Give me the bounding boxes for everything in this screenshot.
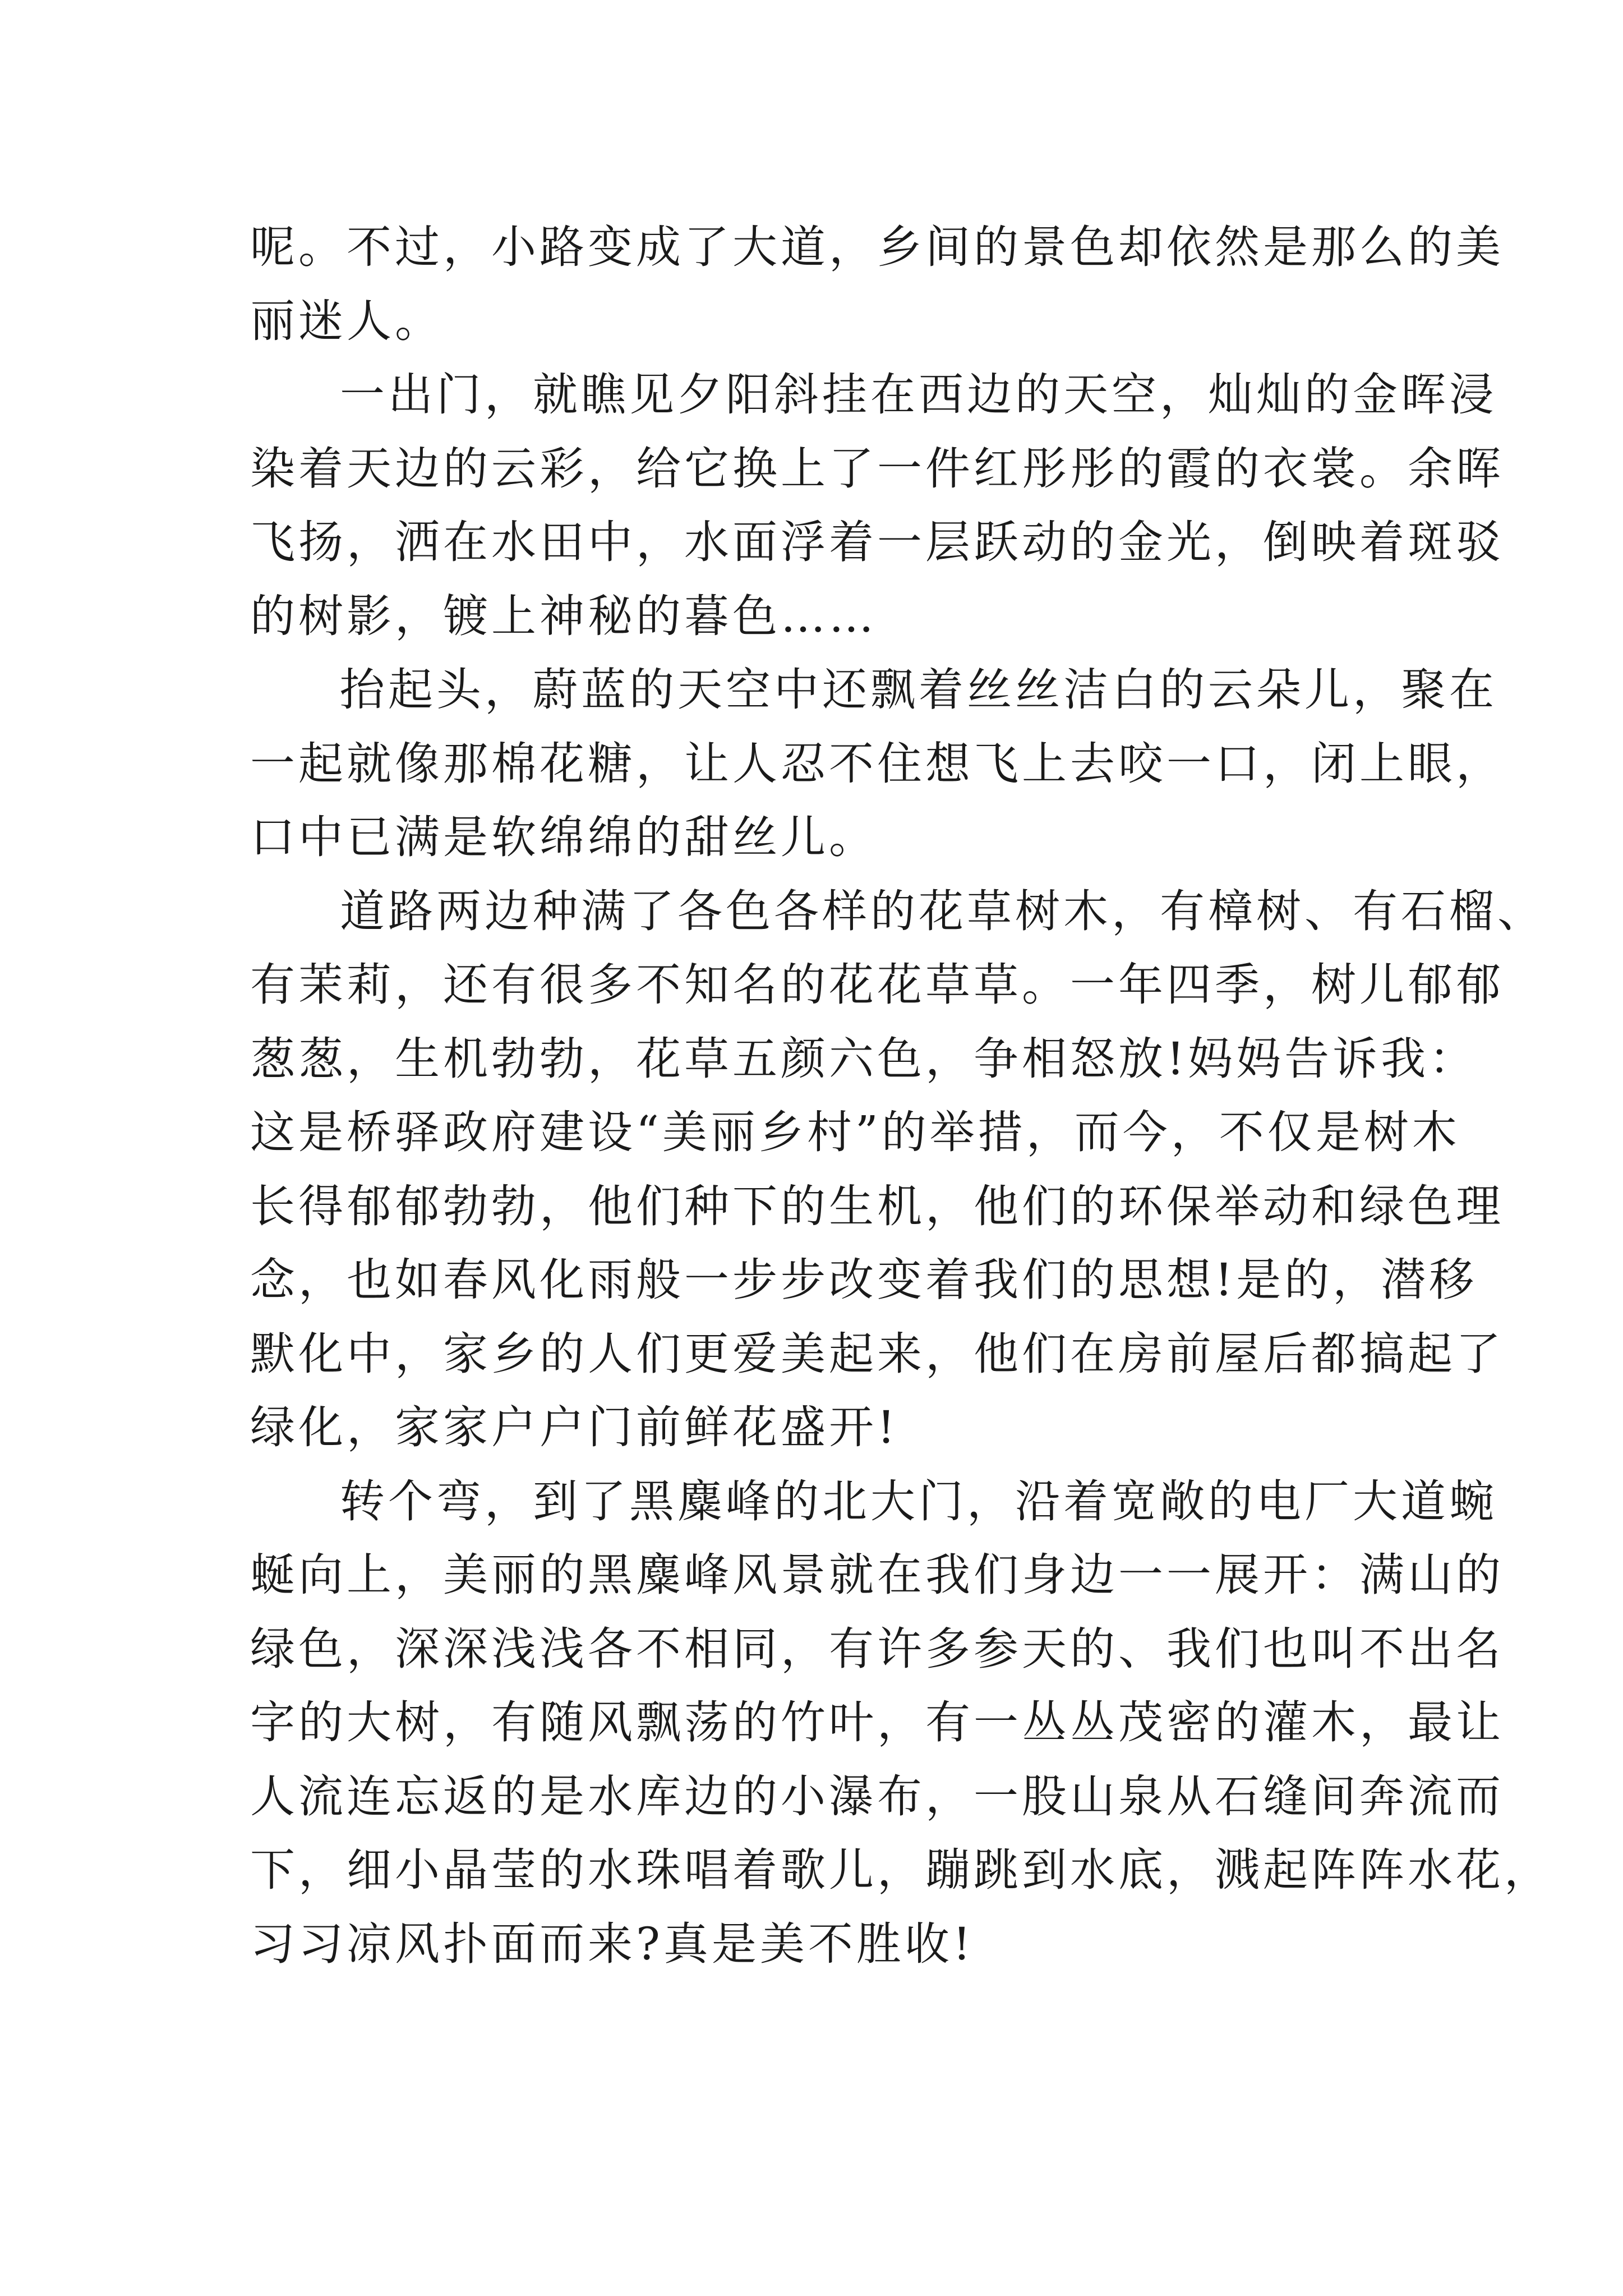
text-line: 念，也如春风化雨般一步步改变着我们的思想!是的，潜移 (250, 1254, 1478, 1306)
paragraph-start-line: 转个弯，到了黑麋峰的北大门，沿着宽敞的电厂大道蜿 (340, 1475, 1497, 1527)
text-line: 有茉莉，还有很多不知名的花花草草。一年四季，树儿郁郁 (250, 959, 1504, 1011)
body-text (250, 210, 1552, 1981)
text-line: 人流连忘返的是水库边的小瀑布，一股山泉从石缝间奔流而 (250, 1770, 1504, 1823)
text-line: 绿化，家家户户门前鲜花盛开! (250, 1401, 899, 1453)
text-line: 这是桥驿政府建设“美丽乡村”的举措，而今，不仅是树木 (250, 1106, 1460, 1158)
text-line: 下，细小晶莹的水珠唱着歌儿，蹦跳到水底，溅起阵阵水花， (250, 1844, 1552, 1896)
paragraph-start-line: 抬起头，蔚蓝的天空中还飘着丝丝洁白的云朵儿，聚在 (340, 664, 1497, 716)
text-line: 蜒向上，美丽的黑麋峰风景就在我们身边一一展开：满山的 (250, 1549, 1504, 1601)
text-line: 丽迷人。 (250, 295, 443, 347)
paragraph-start-line: 道路两边种满了各色各样的花草树木，有樟树、有石榴、 (340, 885, 1546, 937)
text-line: 口中已满是软绵绵的甜丝儿。 (250, 811, 877, 863)
text-line: 字的大树，有随风飘荡的竹叶，有一丛丛茂密的灌木，最让 (250, 1696, 1504, 1749)
text-line: 呢。不过，小路变成了大道，乡间的景色却依然是那么的美 (250, 221, 1504, 273)
text-line: 飞扬，洒在水田中，水面浮着一层跃动的金光，倒映着斑驳 (250, 516, 1504, 568)
paragraph-start-line: 一出门，就瞧见夕阳斜挂在西边的天空，灿灿的金晖浸 (340, 369, 1497, 421)
text-line: 的树影，镀上神秘的暮色…… (250, 590, 877, 642)
text-line: 绿色，深深浅浅各不相同，有许多参天的、我们也叫不出名 (250, 1622, 1504, 1675)
text-line: 一起就像那棉花糖，让人忍不住想飞上去咬一口，闭上眼， (250, 737, 1504, 790)
text-line: 染着天边的云彩，给它换上了一件红彤彤的霞的衣裳。余晖 (250, 442, 1504, 495)
text-line: 习习凉风扑面而来?真是美不胜收! (250, 1917, 975, 1970)
text-line: 默化中，家乡的人们更爱美起来，他们在房前屋后都搞起了 (250, 1327, 1504, 1380)
text-line: 长得郁郁勃勃，他们种下的生机，他们的环保举动和绿色理 (250, 1180, 1504, 1232)
text-line: 葱葱，生机勃勃，花草五颜六色，争相怒放!妈妈告诉我： (250, 1032, 1478, 1085)
